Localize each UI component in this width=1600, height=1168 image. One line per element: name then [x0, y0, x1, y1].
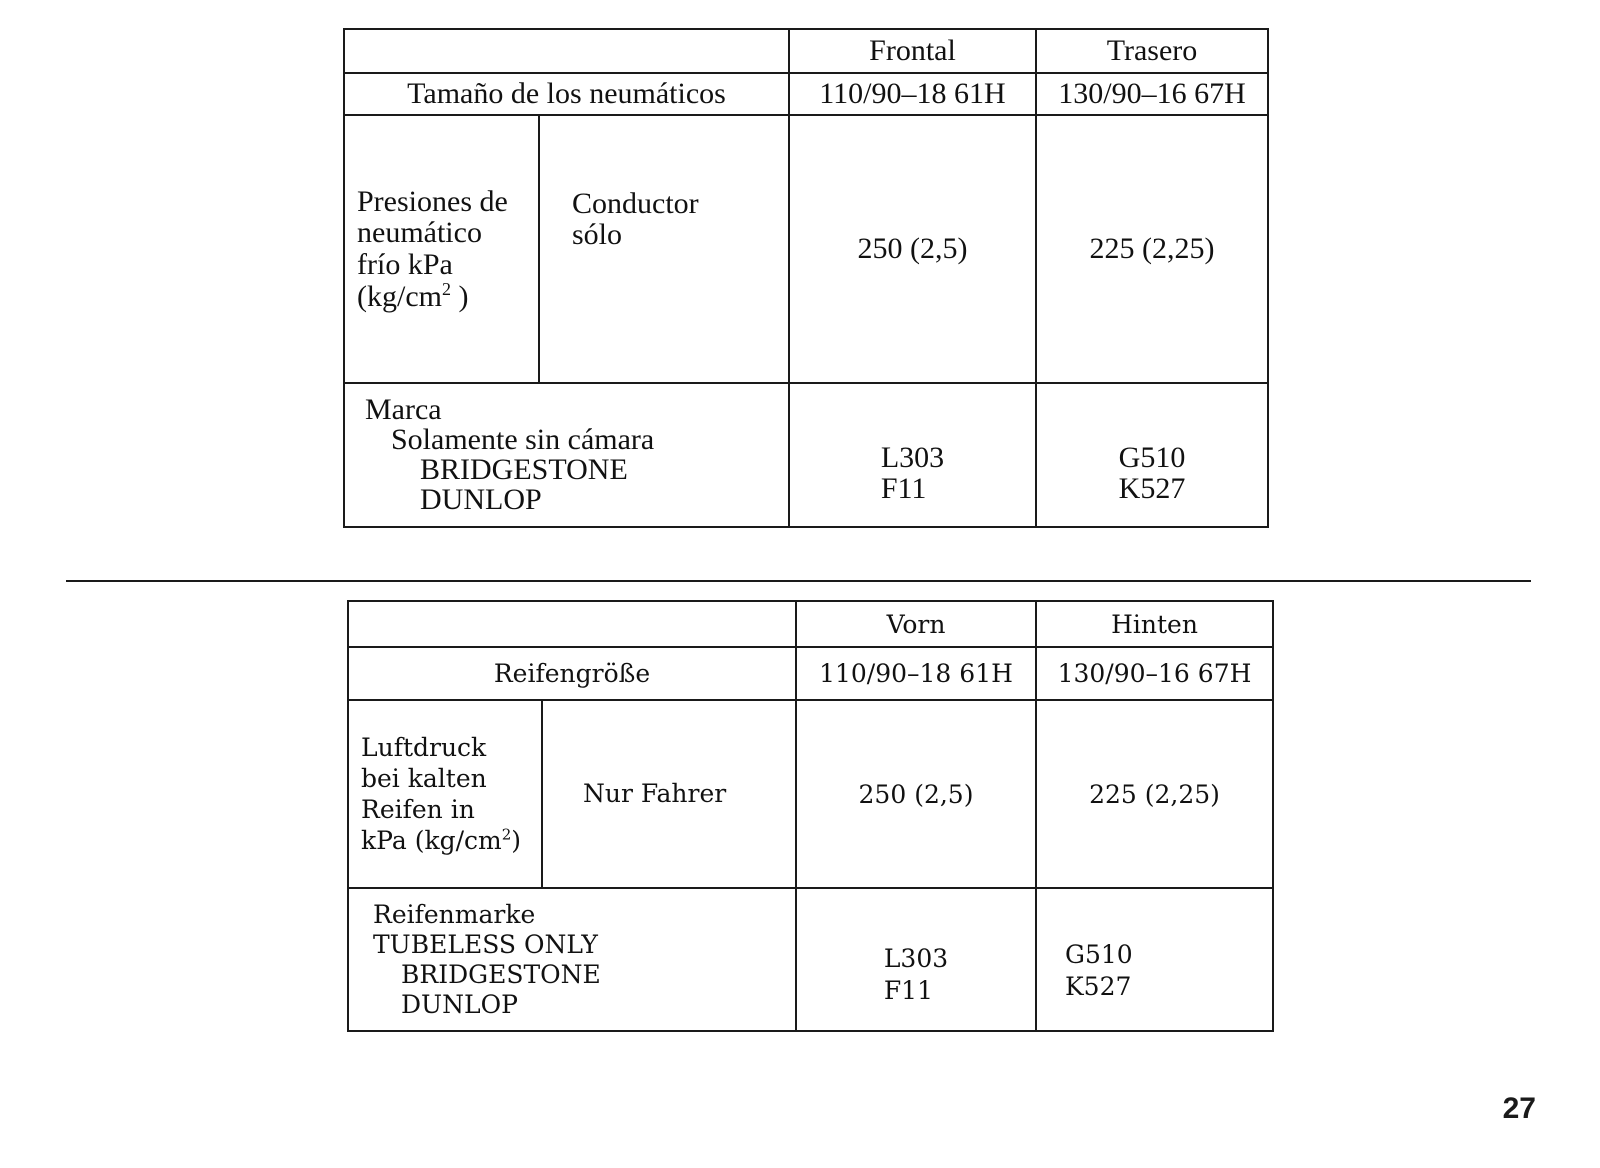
brand-rear-cell	[1036, 888, 1273, 1031]
brand-front-dunlop-model: F11	[880, 472, 927, 505]
column-header-rear: Trasero	[1036, 29, 1268, 73]
brand-label-tubeless: TUBELESS ONLY	[373, 929, 598, 959]
pressure-rear: 225 (2,25)	[1036, 700, 1273, 888]
brand-rear-cell	[1036, 383, 1268, 527]
tire-size-label: Reifengröße	[348, 647, 796, 700]
pressure-unit-text: (kg/cm	[357, 280, 442, 313]
pressure-unit-superscript: 2	[441, 279, 451, 299]
brand-rear-dunlop-model: K527	[1065, 971, 1132, 1001]
pressure-unit-line	[361, 825, 541, 856]
pressure-label-line: Reifen in	[361, 795, 475, 824]
brand-label-dunlop: DUNLOP	[401, 989, 518, 1019]
pressure-unit-line	[357, 280, 538, 313]
column-header-front: Frontal	[789, 29, 1036, 73]
tire-size-rear: 130/90–16 67H	[1036, 647, 1273, 700]
pressure-label-line: frío kPa	[357, 247, 453, 281]
section-divider	[66, 580, 1531, 582]
rider-only-label	[542, 700, 796, 888]
brand-label-bridgestone: BRIDGESTONE	[401, 959, 601, 989]
brand-front-bridgestone-model: L303	[880, 440, 945, 474]
tire-spec-table-spanish	[343, 28, 1269, 528]
pressure-label-line: bei kalten	[361, 763, 487, 793]
pressure-unit-close: )	[450, 280, 469, 313]
header-empty-cell	[344, 29, 789, 73]
brand-label-cell	[344, 383, 789, 527]
brand-label-heading: Marca	[365, 393, 442, 426]
pressure-front: 250 (2,5)	[789, 115, 1036, 383]
page-number: 27	[1502, 1092, 1536, 1125]
tire-size-label: Tamaño de los neumáticos	[344, 73, 789, 115]
pressure-label-line: Luftdruck	[361, 732, 487, 762]
header-empty-cell	[348, 601, 796, 647]
brand-label-cell	[348, 888, 796, 1031]
rider-label-line: Conductor	[572, 186, 699, 220]
brand-front-bridgestone-model: L303	[883, 944, 949, 974]
rider-label-line: Nur Fahrer	[583, 778, 727, 808]
brand-label-heading: Reifenmarke	[373, 899, 536, 929]
tire-size-front: 110/90–18 61H	[796, 647, 1036, 700]
brand-front-dunlop-model: F11	[883, 975, 933, 1005]
pressure-unit-text: kPa (kg/cm	[361, 826, 502, 856]
tire-size-front: 110/90–18 61H	[789, 73, 1036, 115]
tire-size-rear: 130/90–16 67H	[1036, 73, 1268, 115]
pressure-label-line: Presiones de	[357, 184, 508, 218]
pressure-front: 250 (2,5)	[796, 700, 1036, 888]
rider-label-line: sólo	[572, 218, 623, 251]
brand-label-dunlop: DUNLOP	[420, 483, 542, 516]
cold-tire-pressure-label	[344, 115, 539, 383]
brand-rear-bridgestone-model: G510	[1065, 940, 1133, 970]
tire-spec-table-german	[347, 600, 1274, 1032]
pressure-rear: 225 (2,25)	[1036, 115, 1268, 383]
brand-front-cell	[789, 383, 1036, 527]
rider-only-label	[539, 115, 789, 383]
column-header-front: Vorn	[796, 601, 1036, 647]
brand-rear-dunlop-model: K527	[1118, 472, 1186, 505]
brand-front-cell	[796, 888, 1036, 1031]
cold-tire-pressure-label	[348, 700, 542, 888]
column-header-rear: Hinten	[1036, 601, 1273, 647]
pressure-unit-close: )	[511, 826, 522, 856]
pressure-unit-superscript: 2	[501, 825, 512, 844]
brand-label-bridgestone: BRIDGESTONE	[420, 453, 628, 486]
pressure-label-line: neumático	[357, 216, 482, 249]
brand-rear-bridgestone-model: G510	[1118, 440, 1186, 474]
brand-label-tubeless: Solamente sin cámara	[391, 423, 655, 456]
